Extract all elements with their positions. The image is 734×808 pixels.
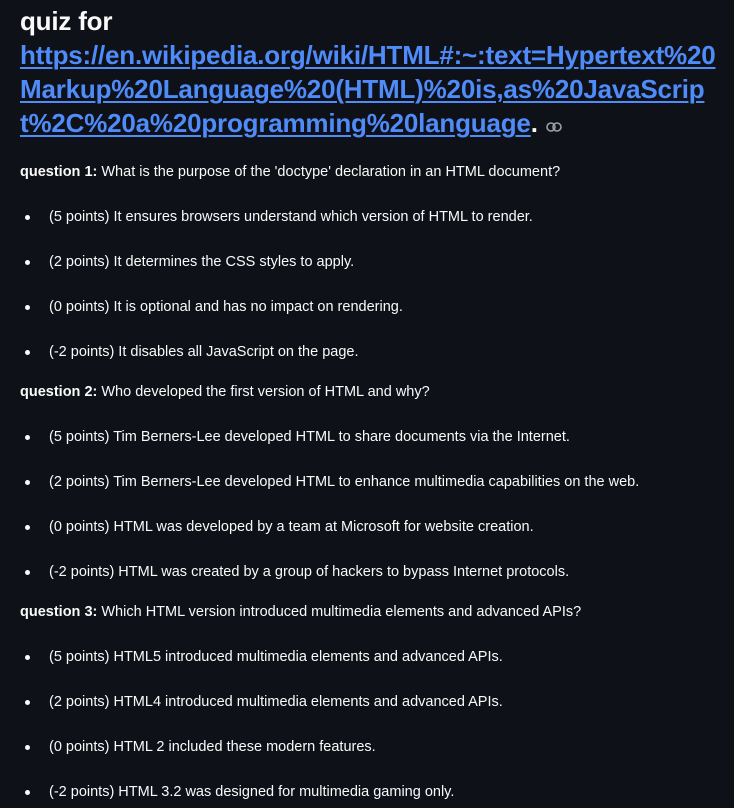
question-label: question 1:: [20, 164, 98, 181]
question-block: [20, 382, 720, 582]
question-text: What is the purpose of the 'doctype' declaration in an HTML document?: [101, 164, 561, 181]
title-prefix: quiz for: [20, 6, 113, 36]
page-title: [20, 4, 720, 142]
question-label: question 2:: [20, 384, 98, 401]
answer-list: [20, 207, 720, 362]
answer-option: (-2 points) It disables all JavaScript on the page.: [20, 342, 720, 362]
question-heading: [20, 602, 720, 622]
answer-option: (-2 points) HTML 3.2 was designed for multimedia gaming only.: [20, 782, 720, 802]
answer-option: (0 points) HTML was developed by a team at Microsoft for website creation.: [20, 517, 720, 537]
answer-option: (2 points) Tim Berners-Lee developed HTML to enhance multimedia capabilities on the web.: [20, 472, 720, 492]
answer-list: [20, 647, 720, 802]
question-heading: [20, 162, 720, 182]
question-list: [20, 162, 720, 802]
answer-option: (0 points) HTML 2 included these modern features.: [20, 737, 720, 757]
answer-option: (2 points) It determines the CSS styles to apply.: [20, 252, 720, 272]
answer-option: (2 points) HTML4 introduced multimedia elements and advanced APIs.: [20, 692, 720, 712]
title-suffix: .: [530, 108, 538, 138]
wikipedia-link[interactable]: https://en.wikipedia.org/wiki/HTML#:~:text=Hypertext%20Markup%20Language%20(HTML)%20is,as%20JavaScript%2C%20a%20programming%20language: [20, 40, 716, 138]
question-text: Which HTML version introduced multimedia elements and advanced APIs?: [101, 604, 582, 621]
answer-option: (0 points) It is optional and has no impact on rendering.: [20, 297, 720, 317]
question-text: Who developed the first version of HTML and why?: [101, 384, 430, 401]
question-label: question 3:: [20, 604, 98, 621]
question-heading: [20, 382, 720, 402]
answer-option: (5 points) It ensures browsers understand which version of HTML to render.: [20, 207, 720, 227]
answer-option: (5 points) HTML5 introduced multimedia elements and advanced APIs.: [20, 647, 720, 667]
link-icon[interactable]: [546, 106, 562, 140]
answer-option: (-2 points) HTML was created by a group of hackers to bypass Internet protocols.: [20, 562, 720, 582]
question-block: [20, 162, 720, 362]
answer-list: [20, 427, 720, 582]
question-block: [20, 602, 720, 802]
answer-option: (5 points) Tim Berners-Lee developed HTML to share documents via the Internet.: [20, 427, 720, 447]
